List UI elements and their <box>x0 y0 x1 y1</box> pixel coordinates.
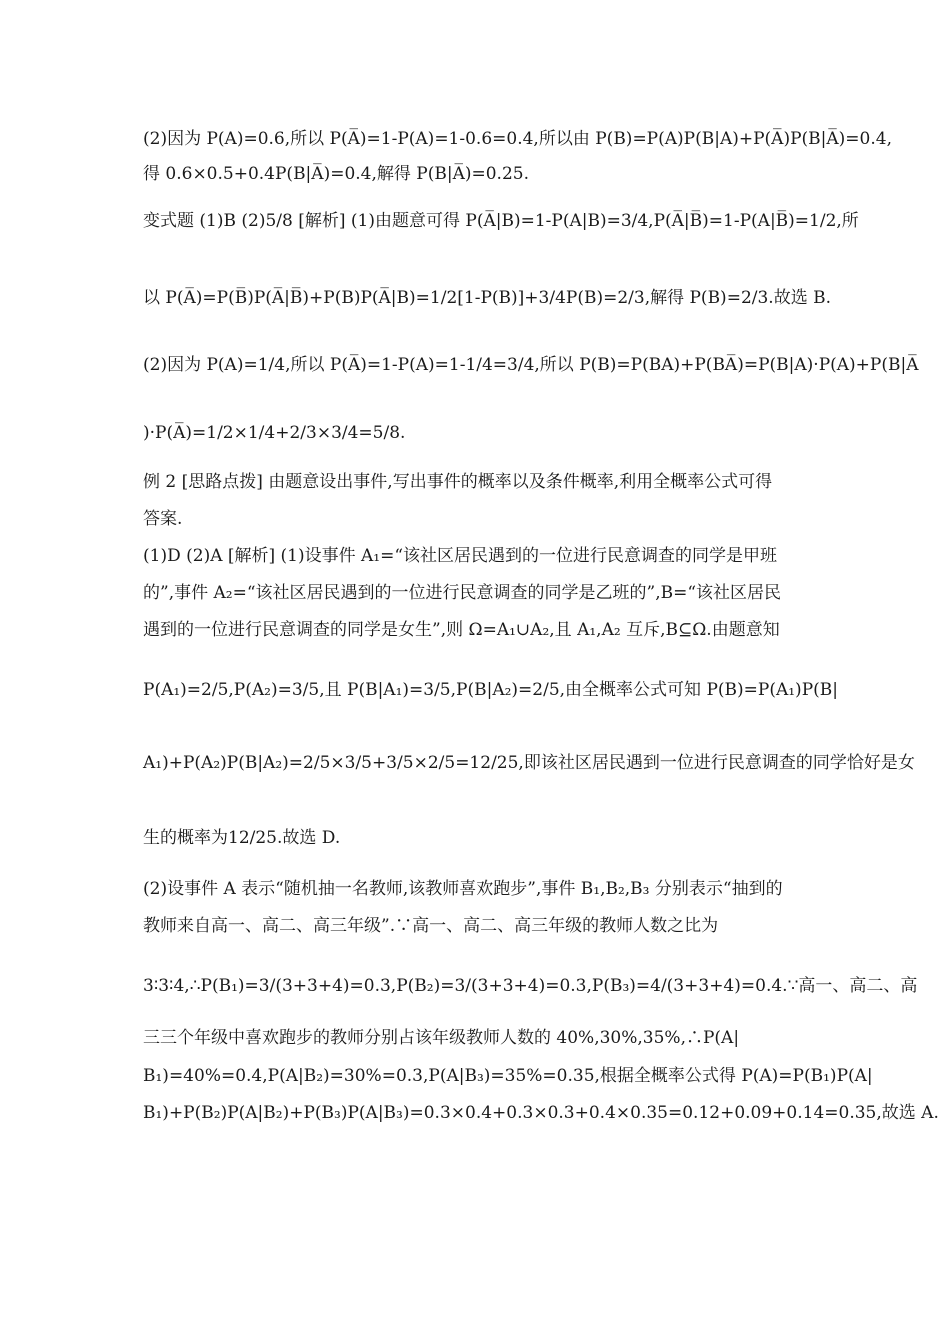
text-line: B₁)+P(B₂)P(A|B₂)+P(B₃)P(A|B₃)=0.3×0.4+0.3×0.3+0.4×0.35=0.12+0.09+0.14=0.35,故选 A. <box>143 1103 939 1123</box>
text-line: 3∶3∶4,∴P(B₁)=3/(3+3+4)=0.3,P(B₂)=3/(3+3+4)=0.3,P(B₃)=4/(3+3+4)=0.4.∵高一、高二、高 <box>143 976 918 996</box>
text-line: 例 2 [思路点拨] 由题意设出事件,写出事件的概率以及条件概率,利用全概率公式可得 <box>143 472 773 492</box>
text-line: 变式题 (1)B (2)5/8 [解析] (1)由题意可得 P(A̅|B)=1-P(A|B)=3/4,P(A̅|B̅)=1-P(A|B̅)=1/2,所 <box>143 211 859 231</box>
text-line: P(A₁)=2/5,P(A₂)=3/5,且 P(B|A₁)=3/5,P(B|A₂)=2/5,由全概率公式可知 P(B)=P(A₁)P(B| <box>143 680 838 700</box>
text-line: (2)因为 P(A)=0.6,所以 P(A̅)=1-P(A)=1-0.6=0.4,所以由 P(B)=P(A)P(B|A)+P(A̅)P(B|A̅)=0.4, <box>143 129 892 149</box>
text-line: 得 0.6×0.5+0.4P(B|A̅)=0.4,解得 P(B|A̅)=0.25. <box>143 164 529 184</box>
text-line: 的”,事件 A₂=“该社区居民遇到的一位进行民意调查的同学是乙班的”,B=“该社区居民 <box>143 583 782 603</box>
text-line: B₁)=40%=0.4,P(A|B₂)=30%=0.3,P(A|B₃)=35%=0.35,根据全概率公式得 P(A)=P(B₁)P(A| <box>143 1066 873 1086</box>
text-line: 答案. <box>143 509 183 529</box>
text-line: )·P(A̅)=1/2×1/4+2/3×3/4=5/8. <box>143 423 406 443</box>
text-line: 以 P(A̅)=P(B̅)P(A̅|B̅)+P(B)P(A̅|B)=1/2[1-P(B)]+3/4P(B)=2/3,解得 P(B)=2/3.故选 B. <box>143 288 832 308</box>
text-line: A₁)+P(A₂)P(B|A₂)=2/5×3/5+3/5×2/5=12/25,即该社区居民遇到一位进行民意调查的同学恰好是女 <box>143 753 915 773</box>
text-line: 三三个年级中喜欢跑步的教师分别占该年级教师人数的 40%,30%,35%,∴P(A| <box>143 1028 740 1048</box>
text-line: 生的概率为12/25.故选 D. <box>143 828 341 848</box>
text-line: 遇到的一位进行民意调查的同学是女生”,则 Ω=A₁∪A₂,且 A₁,A₂ 互斥,B⊆Ω.由题意知 <box>143 620 780 640</box>
text-line: 教师来自高一、高二、高三年级”.∵高一、高二、高三年级的教师人数之比为 <box>143 916 719 936</box>
text-line: (2)因为 P(A)=1/4,所以 P(A̅)=1-P(A)=1-1/4=3/4,所以 P(B)=P(BA)+P(BA̅)=P(B|A)·P(A)+P(B|A̅ <box>143 355 919 375</box>
text-line: (2)设事件 A 表示“随机抽一名教师,该教师喜欢跑步”,事件 B₁,B₂,B₃ 分别表示“抽到的 <box>143 879 783 899</box>
text-line: (1)D (2)A [解析] (1)设事件 A₁=“该社区居民遇到的一位进行民意调查的同学是甲班 <box>143 546 778 566</box>
